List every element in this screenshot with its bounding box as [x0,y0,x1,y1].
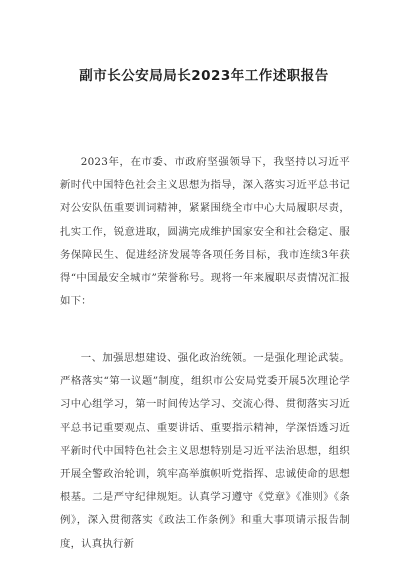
intro-paragraph: 2023年，在市委、市政府坚强领导下，我坚持以习近平新时代中国特色社会主义思想为指导，深入落实习近平总书记对公安队伍重要训词精神，紧紧围绕全市中心大局履职尽责，扎实工作，锐意进取，圆满完成维护国家安全和社会稳定、服务保障民生、促进经济发展等各项任务目标，我市连续3年获得“中国最安全城市”荣誉称号。现将一年来履职尽责情况汇报如下： [60,156,350,308]
document-title: 副市长公安局局长2023年工作述职报告 [79,68,329,84]
section-one-paragraph: 一、加强思想建设、强化政治统领。一是强化理论武装。严格落实“第一议题”制度，组织市公安局党委开展5次理论学习中心组学习，第一时间传达学习、交流心得、贯彻落实习近平总书记重要观点、重要讲话、重要指示精神，学深悟透习近平新时代中国特色社会主义思想特别是习近平法治思想，组织开展全警政治轮训，筑牢高举旗帜听党指挥、忠诚使命的思想根基。二是严守纪律规矩。认真学习遵守《党章》《准则》《条例》，深入贯彻落实《政法工作条例》和重大事项请示报告制度，认真执行新 [60,352,350,550]
